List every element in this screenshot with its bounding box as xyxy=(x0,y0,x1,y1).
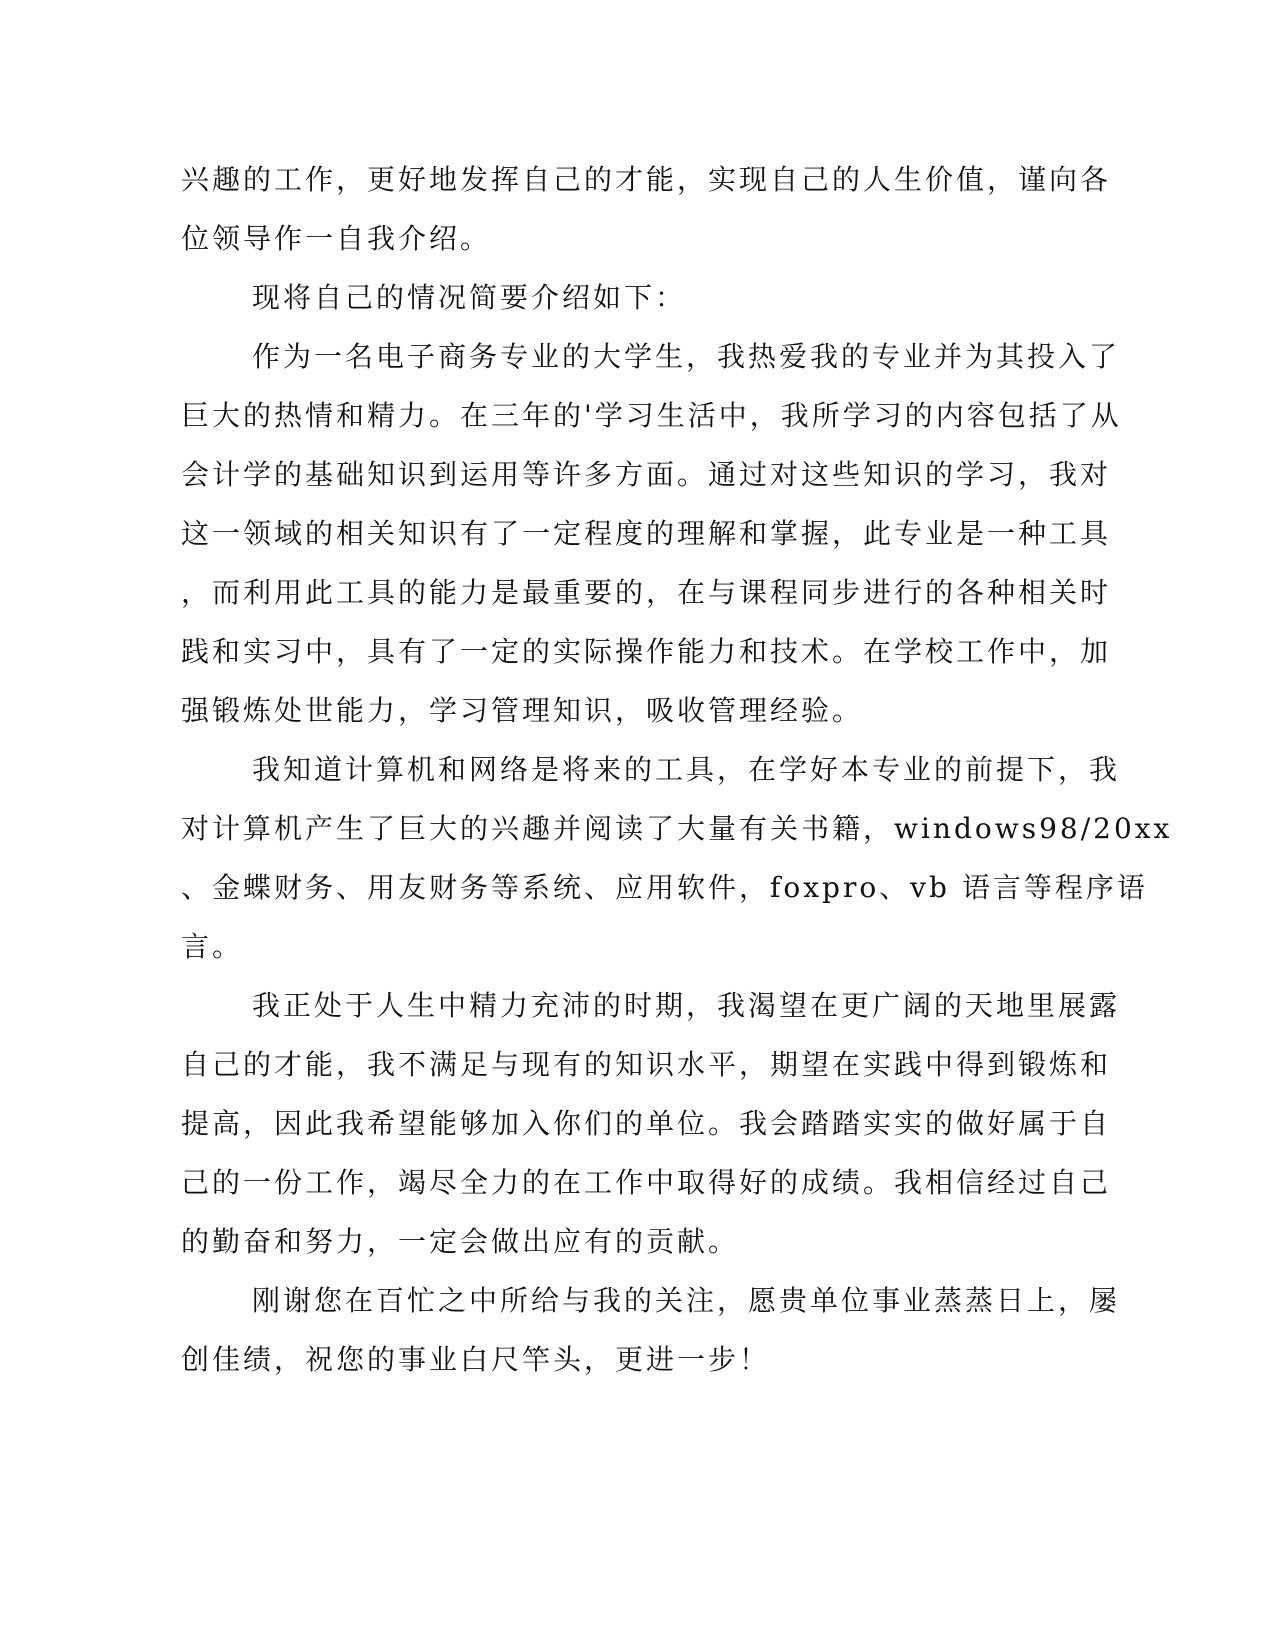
text-line: 位领导作一自我介绍。 xyxy=(181,222,492,255)
text-line: 巨大的热情和精力。在三年的'学习生活中，我所学习的内容包括了从 xyxy=(181,399,1122,432)
text-line: 的勤奋和努力，一定会做出应有的贡献。 xyxy=(181,1225,740,1258)
text-line: 言。 xyxy=(181,930,244,963)
text-line: 会计学的基础知识到运用等许多方面。通过对这些知识的学习，我对 xyxy=(181,458,1112,491)
text-line: ，而利用此工具的能力是最重要的，在与课程同步进行的各种相关时 xyxy=(181,576,1112,609)
text-line: 我正处于人生中精力充沛的时期，我渴望在更广阔的天地里展露 xyxy=(252,989,1121,1022)
text-line: 对计算机产生了巨大的兴趣并阅读了大量有关书籍，windows98/20xx xyxy=(181,812,1173,845)
text-line: 我知道计算机和网络是将来的工具，在学好本专业的前提下，我 xyxy=(252,753,1121,786)
text-line: 己的一份工作，竭尽全力的在工作中取得好的成绩。我相信经过自己 xyxy=(181,1166,1112,1199)
text-line: 、金蝶财务、用友财务等系统、应用软件，foxpro、vb 语言等程序语 xyxy=(181,871,1148,904)
text-line: 自己的才能，我不满足与现有的知识水平，期望在实践中得到锻炼和 xyxy=(181,1048,1112,1081)
text-line: 现将自己的情况简要介绍如下： xyxy=(252,281,687,314)
text-line: 强锻炼处世能力，学习管理知识，吸收管理经验。 xyxy=(181,694,864,727)
body-text xyxy=(181,150,1173,1389)
text-line: 提高，因此我希望能够加入你们的单位。我会踏踏实实的做好属于自 xyxy=(181,1107,1112,1140)
text-line: 践和实习中，具有了一定的实际操作能力和技术。在学校工作中，加 xyxy=(181,635,1112,668)
text-line: 刚谢您在百忙之中所给与我的关注，愿贵单位事业蒸蒸日上，屡 xyxy=(252,1284,1121,1317)
text-line: 作为一名电子商务专业的大学生，我热爱我的专业并为其投入了 xyxy=(252,340,1121,373)
text-line: 兴趣的工作，更好地发挥自己的才能，实现自己的人生价值，谨向各 xyxy=(181,163,1112,196)
text-line: 创佳绩，祝您的事业白尺竿头，更进一步！ xyxy=(181,1343,771,1376)
text-line: 这一领域的相关知识有了一定程度的理解和掌握，此专业是一种工具 xyxy=(181,517,1112,550)
